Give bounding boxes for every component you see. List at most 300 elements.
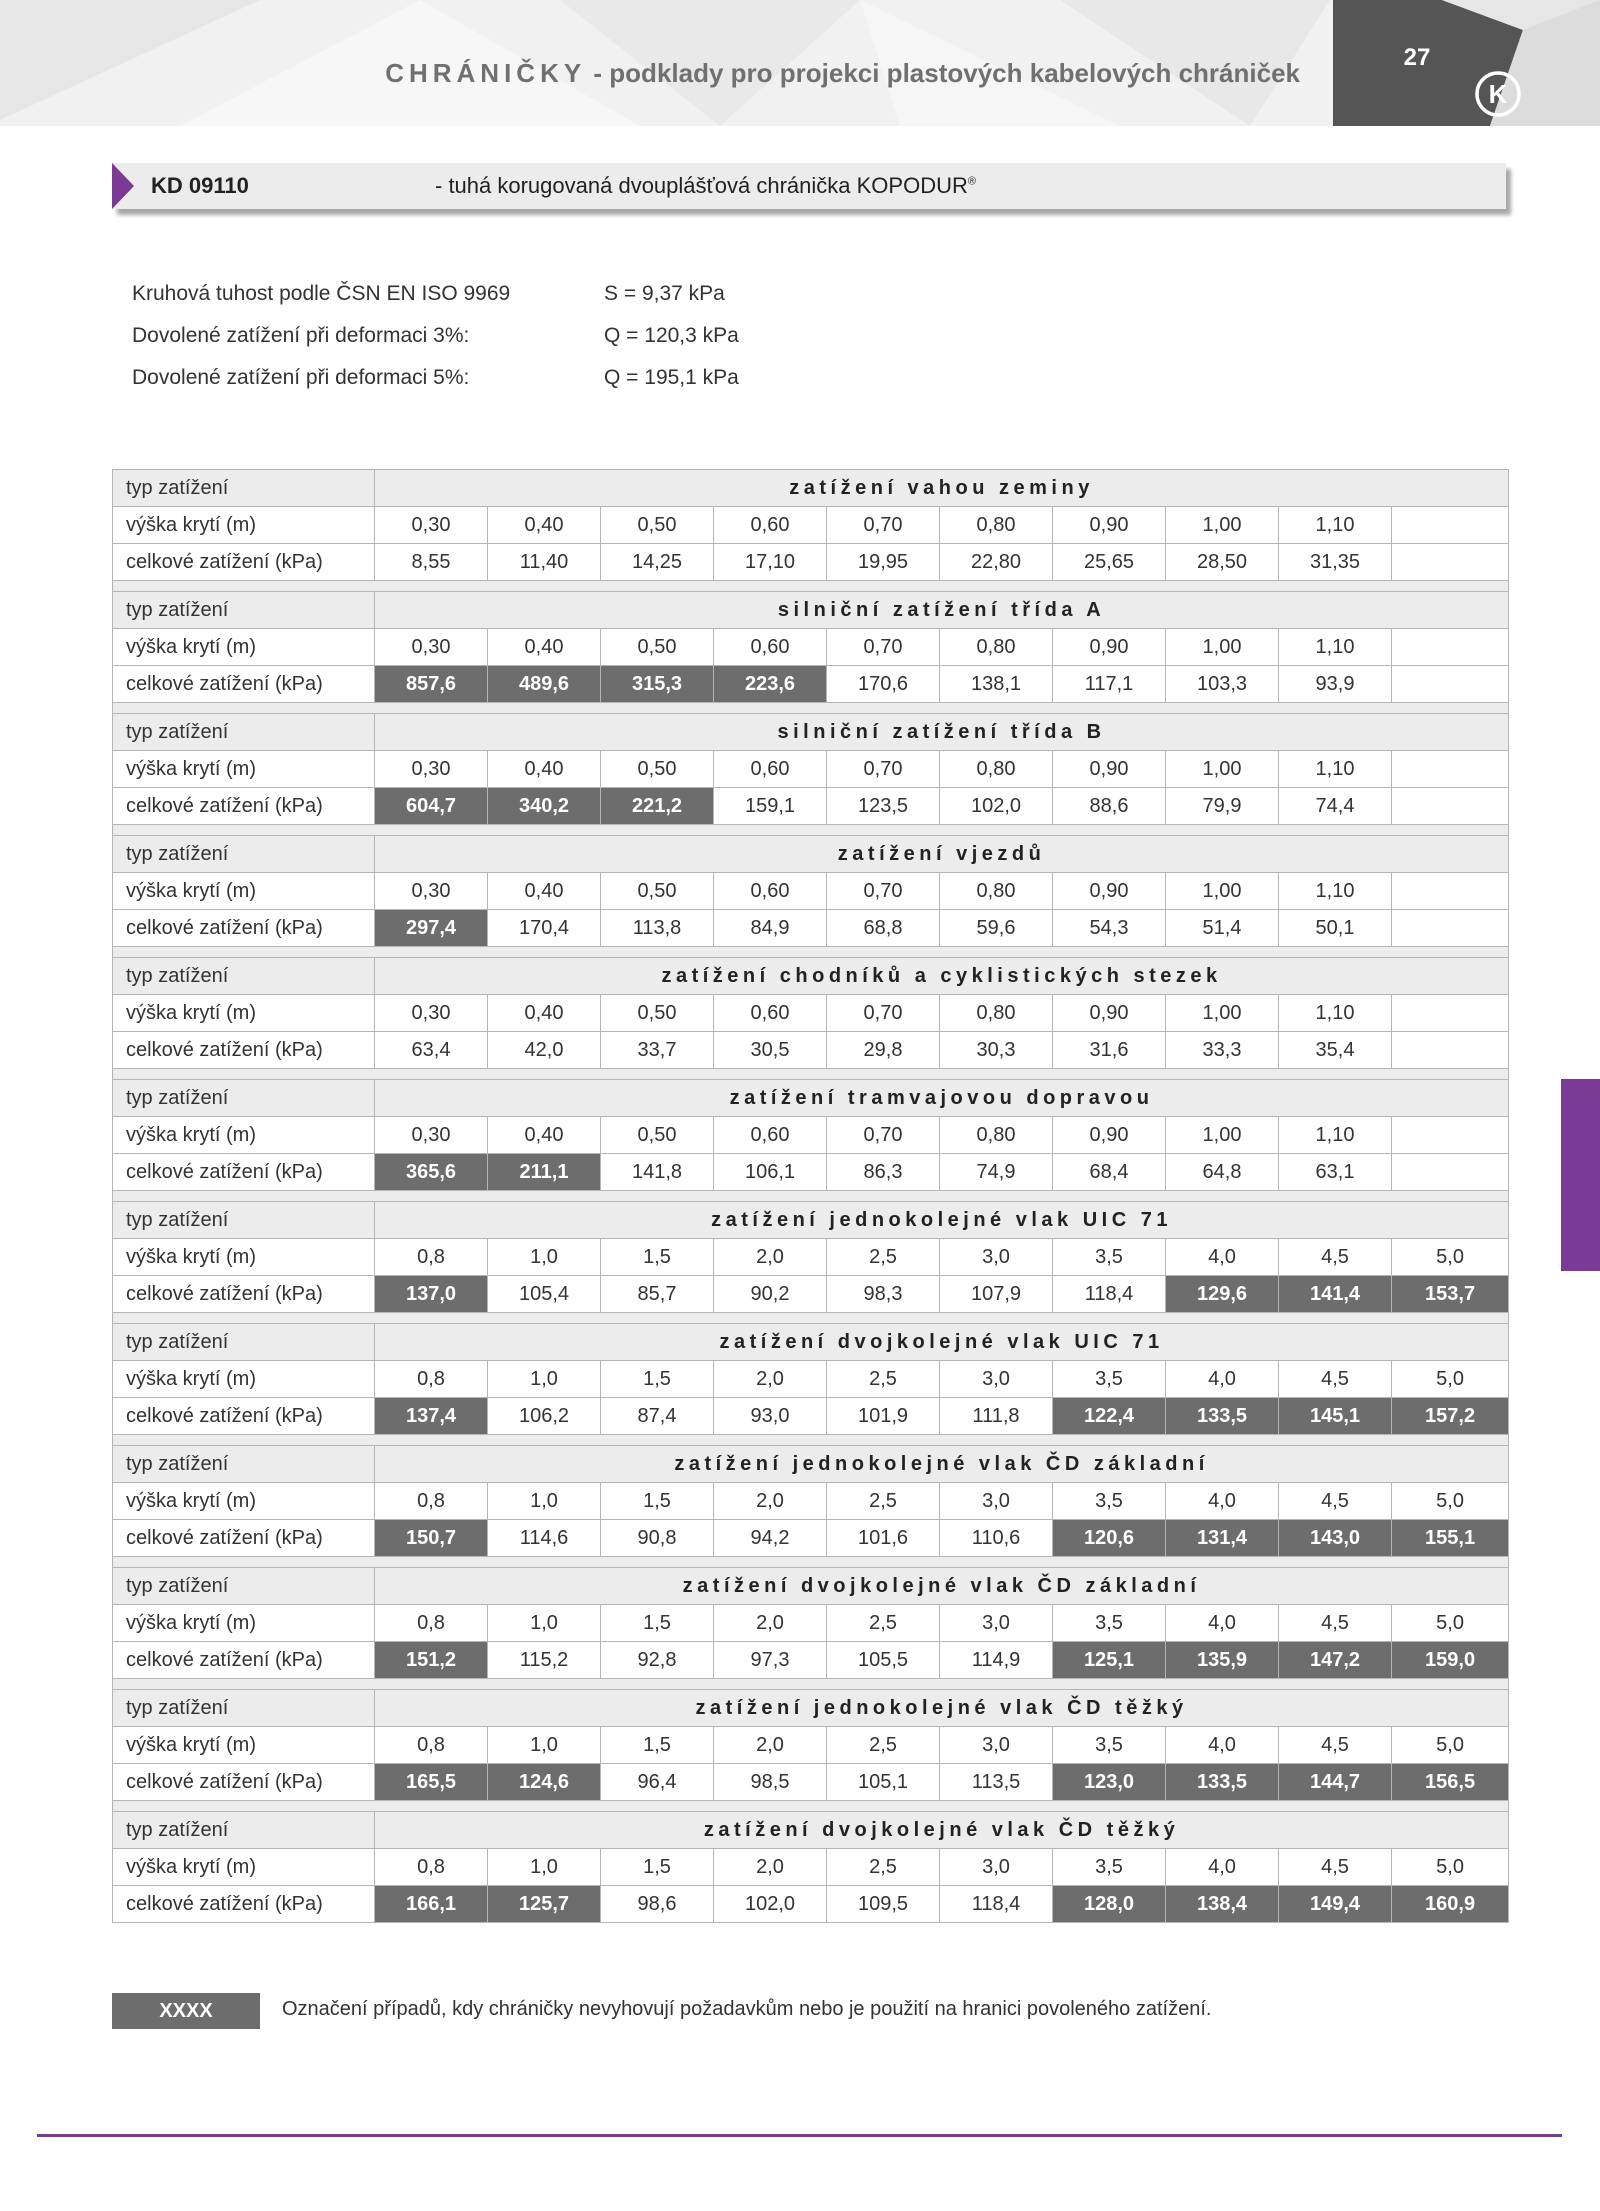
- load-cell: 42,0: [488, 1032, 601, 1069]
- depth-cell: 2,0: [714, 1239, 827, 1276]
- row-label-load: celkové zatížení (kPa): [113, 1032, 375, 1069]
- row-label-depth: výška krytí (m): [113, 873, 375, 910]
- depth-cell: 3,5: [1053, 1361, 1166, 1398]
- load-cell: 64,8: [1166, 1154, 1279, 1191]
- depth-cell: 1,10: [1279, 507, 1392, 544]
- load-type-row: [113, 1690, 1509, 1727]
- load-cell: 63,1: [1279, 1154, 1392, 1191]
- depth-cell: 1,00: [1166, 995, 1279, 1032]
- depth-cell: 0,70: [827, 751, 940, 788]
- depth-cell: 0,30: [375, 1117, 488, 1154]
- depth-cell: 1,00: [1166, 629, 1279, 666]
- load-row: [113, 788, 1509, 825]
- row-label-type: typ zatížení: [113, 836, 375, 873]
- depth-row: [113, 1483, 1509, 1520]
- load-cell: 86,3: [827, 1154, 940, 1191]
- load-cell-failing: 125,7: [488, 1886, 601, 1923]
- logo-letter: K: [1488, 79, 1508, 109]
- load-cell-failing: 120,6: [1053, 1520, 1166, 1557]
- load-type-title: zatížení dvojkolejné vlak ČD základní: [375, 1568, 1509, 1605]
- load-cell-failing: 125,1: [1053, 1642, 1166, 1679]
- load-cell-failing: 133,5: [1166, 1398, 1279, 1435]
- depth-cell: 5,0: [1392, 1361, 1509, 1398]
- depth-cell: 0,90: [1053, 873, 1166, 910]
- load-type-title: silniční zatížení třída A: [375, 592, 1509, 629]
- depth-cell: 3,5: [1053, 1849, 1166, 1886]
- row-label-depth: výška krytí (m): [113, 1483, 375, 1520]
- load-cell-failing: 145,1: [1279, 1398, 1392, 1435]
- load-cell: 115,2: [488, 1642, 601, 1679]
- depth-cell: 0,30: [375, 751, 488, 788]
- depth-cell: 0,60: [714, 873, 827, 910]
- depth-cell: [1392, 751, 1509, 788]
- depth-cell: 1,5: [601, 1483, 714, 1520]
- load-cell-failing: 141,4: [1279, 1276, 1392, 1313]
- depth-cell: 3,0: [940, 1605, 1053, 1642]
- load-table: [112, 469, 1509, 1923]
- load-cell: 105,5: [827, 1642, 940, 1679]
- load-cell-failing: 137,0: [375, 1276, 488, 1313]
- load-cell: 31,35: [1279, 544, 1392, 581]
- depth-cell: 2,5: [827, 1239, 940, 1276]
- load-cell: 123,5: [827, 788, 940, 825]
- load-cell: 118,4: [1053, 1276, 1166, 1313]
- depth-row: [113, 1605, 1509, 1642]
- load-cell: 114,9: [940, 1642, 1053, 1679]
- depth-cell: 1,5: [601, 1239, 714, 1276]
- row-label-load: celkové zatížení (kPa): [113, 544, 375, 581]
- load-cell: 111,8: [940, 1398, 1053, 1435]
- depth-cell: 0,40: [488, 629, 601, 666]
- depth-cell: [1392, 873, 1509, 910]
- load-cell-failing: 129,6: [1166, 1276, 1279, 1313]
- depth-cell: [1392, 995, 1509, 1032]
- depth-cell: 0,8: [375, 1239, 488, 1276]
- depth-cell: 0,30: [375, 507, 488, 544]
- load-cell: 138,1: [940, 666, 1053, 703]
- load-cell-failing: 122,4: [1053, 1398, 1166, 1435]
- property-label: Dovolené zatížení při deformaci 3%:: [132, 324, 470, 347]
- depth-cell: 0,40: [488, 995, 601, 1032]
- depth-cell: 0,80: [940, 873, 1053, 910]
- load-cell-failing: 297,4: [375, 910, 488, 947]
- depth-cell: 2,5: [827, 1483, 940, 1520]
- load-type-row: [113, 1202, 1509, 1239]
- depth-cell: 4,5: [1279, 1239, 1392, 1276]
- load-cell-failing: 137,4: [375, 1398, 488, 1435]
- depth-cell: 0,50: [601, 751, 714, 788]
- row-label-load: celkové zatížení (kPa): [113, 1520, 375, 1557]
- row-label-depth: výška krytí (m): [113, 1361, 375, 1398]
- depth-cell: 0,50: [601, 629, 714, 666]
- depth-cell: 0,60: [714, 629, 827, 666]
- load-type-title: zatížení jednokolejné vlak UIC 71: [375, 1202, 1509, 1239]
- load-cell-failing: 365,6: [375, 1154, 488, 1191]
- depth-cell: 0,8: [375, 1361, 488, 1398]
- load-type-title: zatížení dvojkolejné vlak UIC 71: [375, 1324, 1509, 1361]
- load-cell: 74,4: [1279, 788, 1392, 825]
- depth-cell: 1,0: [488, 1239, 601, 1276]
- section-spacer-cell: [113, 1679, 1509, 1690]
- depth-cell: 0,70: [827, 1117, 940, 1154]
- load-cell: 102,0: [940, 788, 1053, 825]
- load-cell: 159,1: [714, 788, 827, 825]
- depth-row: [113, 1239, 1509, 1276]
- depth-cell: 1,0: [488, 1605, 601, 1642]
- bottom-rule: [37, 2134, 1562, 2137]
- row-label-type: typ zatížení: [113, 592, 375, 629]
- load-cell-failing: 133,5: [1166, 1764, 1279, 1801]
- load-cell: [1392, 544, 1509, 581]
- load-cell-failing: 138,4: [1166, 1886, 1279, 1923]
- depth-row: [113, 1361, 1509, 1398]
- depth-cell: 5,0: [1392, 1727, 1509, 1764]
- row-label-load: celkové zatížení (kPa): [113, 1886, 375, 1923]
- property-value: Q = 195,1 kPa: [604, 366, 739, 389]
- load-cell: 30,3: [940, 1032, 1053, 1069]
- load-cell: 110,6: [940, 1520, 1053, 1557]
- load-cell-failing: 223,6: [714, 666, 827, 703]
- depth-cell: 0,90: [1053, 507, 1166, 544]
- depth-cell: 0,70: [827, 873, 940, 910]
- load-cell: 141,8: [601, 1154, 714, 1191]
- load-cell: 109,5: [827, 1886, 940, 1923]
- depth-cell: 1,10: [1279, 873, 1392, 910]
- load-type-title: zatížení dvojkolejné vlak ČD těžký: [375, 1812, 1509, 1849]
- depth-cell: 2,5: [827, 1849, 940, 1886]
- depth-cell: 0,70: [827, 995, 940, 1032]
- depth-cell: 2,0: [714, 1727, 827, 1764]
- load-cell: 50,1: [1279, 910, 1392, 947]
- load-row: [113, 910, 1509, 947]
- depth-cell: 0,80: [940, 751, 1053, 788]
- product-arrow-icon: [112, 163, 134, 209]
- load-cell: 98,5: [714, 1764, 827, 1801]
- load-cell: 88,6: [1053, 788, 1166, 825]
- load-cell: 17,10: [714, 544, 827, 581]
- load-type-row: [113, 836, 1509, 873]
- row-label-load: celkové zatížení (kPa): [113, 910, 375, 947]
- load-type-title: silniční zatížení třída B: [375, 714, 1509, 751]
- row-label-depth: výška krytí (m): [113, 1117, 375, 1154]
- load-cell: 105,4: [488, 1276, 601, 1313]
- row-label-type: typ zatížení: [113, 1812, 375, 1849]
- depth-cell: 3,0: [940, 1239, 1053, 1276]
- depth-row: [113, 1117, 1509, 1154]
- load-type-row: [113, 592, 1509, 629]
- depth-cell: 0,40: [488, 507, 601, 544]
- load-cell: 113,5: [940, 1764, 1053, 1801]
- header-title-sub: - podklady pro projekci plastových kabelových chrániček: [586, 58, 1300, 88]
- load-type-row: [113, 1812, 1509, 1849]
- load-cell: 29,8: [827, 1032, 940, 1069]
- load-cell: 106,1: [714, 1154, 827, 1191]
- section-spacer: [113, 703, 1509, 714]
- depth-cell: 4,5: [1279, 1483, 1392, 1520]
- load-cell: 35,4: [1279, 1032, 1392, 1069]
- load-cell: 90,2: [714, 1276, 827, 1313]
- load-cell-failing: 144,7: [1279, 1764, 1392, 1801]
- depth-row: [113, 507, 1509, 544]
- load-cell-failing: 221,2: [601, 788, 714, 825]
- depth-cell: 2,5: [827, 1361, 940, 1398]
- load-row: [113, 1886, 1509, 1923]
- header-title: [385, 58, 1300, 89]
- load-row: [113, 1154, 1509, 1191]
- depth-cell: [1392, 1117, 1509, 1154]
- load-cell-failing: 489,6: [488, 666, 601, 703]
- load-cell-failing: 160,9: [1392, 1886, 1509, 1923]
- section-spacer: [113, 1679, 1509, 1690]
- load-row: [113, 1764, 1509, 1801]
- load-cell-failing: 211,1: [488, 1154, 601, 1191]
- section-spacer-cell: [113, 947, 1509, 958]
- depth-cell: 0,50: [601, 995, 714, 1032]
- load-cell: 170,6: [827, 666, 940, 703]
- depth-cell: 1,5: [601, 1727, 714, 1764]
- row-label-load: celkové zatížení (kPa): [113, 1764, 375, 1801]
- row-label-type: typ zatížení: [113, 958, 375, 995]
- load-cell: 19,95: [827, 544, 940, 581]
- load-cell: 68,8: [827, 910, 940, 947]
- load-cell: 33,3: [1166, 1032, 1279, 1069]
- load-cell-failing: 143,0: [1279, 1520, 1392, 1557]
- depth-row: [113, 1849, 1509, 1886]
- depth-cell: 1,5: [601, 1361, 714, 1398]
- load-cell-failing: 159,0: [1392, 1642, 1509, 1679]
- load-type-row: [113, 958, 1509, 995]
- load-cell-failing: 151,2: [375, 1642, 488, 1679]
- row-label-depth: výška krytí (m): [113, 507, 375, 544]
- trademark-symbol: ®: [967, 175, 976, 188]
- depth-cell: 1,10: [1279, 1117, 1392, 1154]
- load-cell: 31,6: [1053, 1032, 1166, 1069]
- load-cell-failing: 124,6: [488, 1764, 601, 1801]
- depth-row: [113, 751, 1509, 788]
- load-cell: 106,2: [488, 1398, 601, 1435]
- depth-cell: 1,00: [1166, 1117, 1279, 1154]
- depth-cell: 0,60: [714, 751, 827, 788]
- load-cell: 84,9: [714, 910, 827, 947]
- depth-cell: 1,00: [1166, 873, 1279, 910]
- load-cell-failing: 315,3: [601, 666, 714, 703]
- load-cell-failing: 166,1: [375, 1886, 488, 1923]
- row-label-load: celkové zatížení (kPa): [113, 1154, 375, 1191]
- side-section-tab: [1561, 1079, 1600, 1271]
- depth-cell: 0,30: [375, 629, 488, 666]
- depth-cell: 4,0: [1166, 1239, 1279, 1276]
- load-cell: 102,0: [714, 1886, 827, 1923]
- depth-cell: 1,0: [488, 1361, 601, 1398]
- depth-cell: 0,60: [714, 507, 827, 544]
- load-cell: 85,7: [601, 1276, 714, 1313]
- row-label-load: celkové zatížení (kPa): [113, 1276, 375, 1313]
- load-type-row: [113, 470, 1509, 507]
- section-spacer-cell: [113, 1557, 1509, 1568]
- depth-cell: 0,80: [940, 995, 1053, 1032]
- section-spacer: [113, 1557, 1509, 1568]
- section-spacer-cell: [113, 1435, 1509, 1446]
- depth-cell: 0,90: [1053, 1117, 1166, 1154]
- depth-cell: 0,90: [1053, 995, 1166, 1032]
- load-cell-failing: 153,7: [1392, 1276, 1509, 1313]
- load-type-row: [113, 1080, 1509, 1117]
- row-label-load: celkové zatížení (kPa): [113, 666, 375, 703]
- row-label-depth: výška krytí (m): [113, 1239, 375, 1276]
- property-row: [132, 324, 832, 366]
- row-label-depth: výška krytí (m): [113, 1727, 375, 1764]
- load-row: [113, 1520, 1509, 1557]
- depth-cell: 0,8: [375, 1605, 488, 1642]
- depth-cell: 0,8: [375, 1727, 488, 1764]
- load-cell: 170,4: [488, 910, 601, 947]
- depth-cell: 3,0: [940, 1727, 1053, 1764]
- property-value: Q = 120,3 kPa: [604, 324, 739, 347]
- depth-cell: 0,50: [601, 507, 714, 544]
- depth-cell: 4,0: [1166, 1483, 1279, 1520]
- load-cell: 103,3: [1166, 666, 1279, 703]
- depth-cell: 0,30: [375, 873, 488, 910]
- depth-cell: 1,0: [488, 1727, 601, 1764]
- load-cell-failing: 340,2: [488, 788, 601, 825]
- load-cell: 22,80: [940, 544, 1053, 581]
- load-cell: 96,4: [601, 1764, 714, 1801]
- depth-cell: 5,0: [1392, 1483, 1509, 1520]
- row-label-load: celkové zatížení (kPa): [113, 1398, 375, 1435]
- load-cell-failing: 131,4: [1166, 1520, 1279, 1557]
- section-spacer: [113, 581, 1509, 592]
- load-cell: 94,2: [714, 1520, 827, 1557]
- load-cell-failing: 150,7: [375, 1520, 488, 1557]
- depth-row: [113, 873, 1509, 910]
- row-label-type: typ zatížení: [113, 470, 375, 507]
- depth-row: [113, 1727, 1509, 1764]
- load-type-title: zatížení chodníků a cyklistických stezek: [375, 958, 1509, 995]
- product-description-text: - tuhá korugovaná dvouplášťová chránička KOPODUR: [435, 173, 968, 198]
- row-label-depth: výška krytí (m): [113, 629, 375, 666]
- kopos-logo-icon: [1474, 70, 1522, 118]
- depth-cell: 1,0: [488, 1483, 601, 1520]
- load-cell: 79,9: [1166, 788, 1279, 825]
- load-type-title: zatížení vahou zeminy: [375, 470, 1509, 507]
- load-cell: 98,6: [601, 1886, 714, 1923]
- depth-cell: 1,00: [1166, 507, 1279, 544]
- load-row: [113, 1398, 1509, 1435]
- load-cell: [1392, 1032, 1509, 1069]
- load-cell-failing: 128,0: [1053, 1886, 1166, 1923]
- depth-cell: 3,5: [1053, 1239, 1166, 1276]
- depth-cell: 1,10: [1279, 751, 1392, 788]
- load-type-row: [113, 1446, 1509, 1483]
- depth-cell: 0,50: [601, 873, 714, 910]
- depth-cell: [1392, 629, 1509, 666]
- load-cell: [1392, 1154, 1509, 1191]
- page-number-tab: [1333, 0, 1600, 126]
- load-table-body: [113, 470, 1509, 1923]
- load-cell: [1392, 788, 1509, 825]
- depth-cell: 1,10: [1279, 629, 1392, 666]
- depth-cell: 2,0: [714, 1483, 827, 1520]
- load-type-row: [113, 1568, 1509, 1605]
- load-cell: 107,9: [940, 1276, 1053, 1313]
- load-cell: 101,6: [827, 1520, 940, 1557]
- depth-cell: 4,5: [1279, 1727, 1392, 1764]
- load-cell: 68,4: [1053, 1154, 1166, 1191]
- row-label-load: celkové zatížení (kPa): [113, 788, 375, 825]
- depth-cell: 3,5: [1053, 1605, 1166, 1642]
- depth-row: [113, 629, 1509, 666]
- depth-row: [113, 995, 1509, 1032]
- load-cell: 59,6: [940, 910, 1053, 947]
- load-cell: 11,40: [488, 544, 601, 581]
- product-code: KD 09110: [151, 173, 249, 198]
- property-row: [132, 366, 832, 408]
- load-row: [113, 544, 1509, 581]
- load-type-title: zatížení vjezdů: [375, 836, 1509, 873]
- load-type-title: zatížení tramvajovou dopravou: [375, 1080, 1509, 1117]
- legend-text: Označení případů, kdy chráničky nevyhovují požadavkům nebo je použití na hranici povoleného zatížení.: [282, 1998, 1212, 2020]
- load-cell: 54,3: [1053, 910, 1166, 947]
- depth-cell: 0,8: [375, 1483, 488, 1520]
- property-value: S = 9,37 kPa: [604, 282, 725, 305]
- row-label-type: typ zatížení: [113, 1080, 375, 1117]
- load-type-row: [113, 1324, 1509, 1361]
- depth-cell: 3,0: [940, 1849, 1053, 1886]
- depth-cell: 1,00: [1166, 751, 1279, 788]
- depth-cell: 5,0: [1392, 1605, 1509, 1642]
- load-type-row: [113, 714, 1509, 751]
- load-cell-failing: 857,6: [375, 666, 488, 703]
- load-row: [113, 1032, 1509, 1069]
- load-cell: 87,4: [601, 1398, 714, 1435]
- load-cell-failing: 123,0: [1053, 1764, 1166, 1801]
- section-spacer: [113, 947, 1509, 958]
- depth-cell: 2,0: [714, 1605, 827, 1642]
- load-cell-failing: 165,5: [375, 1764, 488, 1801]
- row-label-type: typ zatížení: [113, 1568, 375, 1605]
- section-spacer-cell: [113, 1313, 1509, 1324]
- depth-cell: 0,40: [488, 873, 601, 910]
- load-cell-failing: 147,2: [1279, 1642, 1392, 1679]
- section-spacer: [113, 1069, 1509, 1080]
- property-row: [132, 282, 832, 324]
- row-label-depth: výška krytí (m): [113, 995, 375, 1032]
- depth-cell: 0,80: [940, 1117, 1053, 1154]
- load-cell: 51,4: [1166, 910, 1279, 947]
- section-spacer: [113, 825, 1509, 836]
- load-row: [113, 1642, 1509, 1679]
- row-label-depth: výška krytí (m): [113, 1849, 375, 1886]
- depth-cell: 0,90: [1053, 751, 1166, 788]
- load-cell: 63,4: [375, 1032, 488, 1069]
- load-cell: 30,5: [714, 1032, 827, 1069]
- section-spacer-cell: [113, 581, 1509, 592]
- depth-cell: 0,60: [714, 1117, 827, 1154]
- depth-cell: 0,50: [601, 1117, 714, 1154]
- load-cell: [1392, 666, 1509, 703]
- load-cell: [1392, 910, 1509, 947]
- load-cell: 101,9: [827, 1398, 940, 1435]
- property-label: Dovolené zatížení při deformaci 5%:: [132, 366, 470, 389]
- load-cell: 93,9: [1279, 666, 1392, 703]
- depth-cell: [1392, 507, 1509, 544]
- section-spacer-cell: [113, 1801, 1509, 1812]
- row-label-type: typ zatížení: [113, 1446, 375, 1483]
- load-cell: 97,3: [714, 1642, 827, 1679]
- depth-cell: 4,0: [1166, 1849, 1279, 1886]
- load-cell: 93,0: [714, 1398, 827, 1435]
- load-cell: 28,50: [1166, 544, 1279, 581]
